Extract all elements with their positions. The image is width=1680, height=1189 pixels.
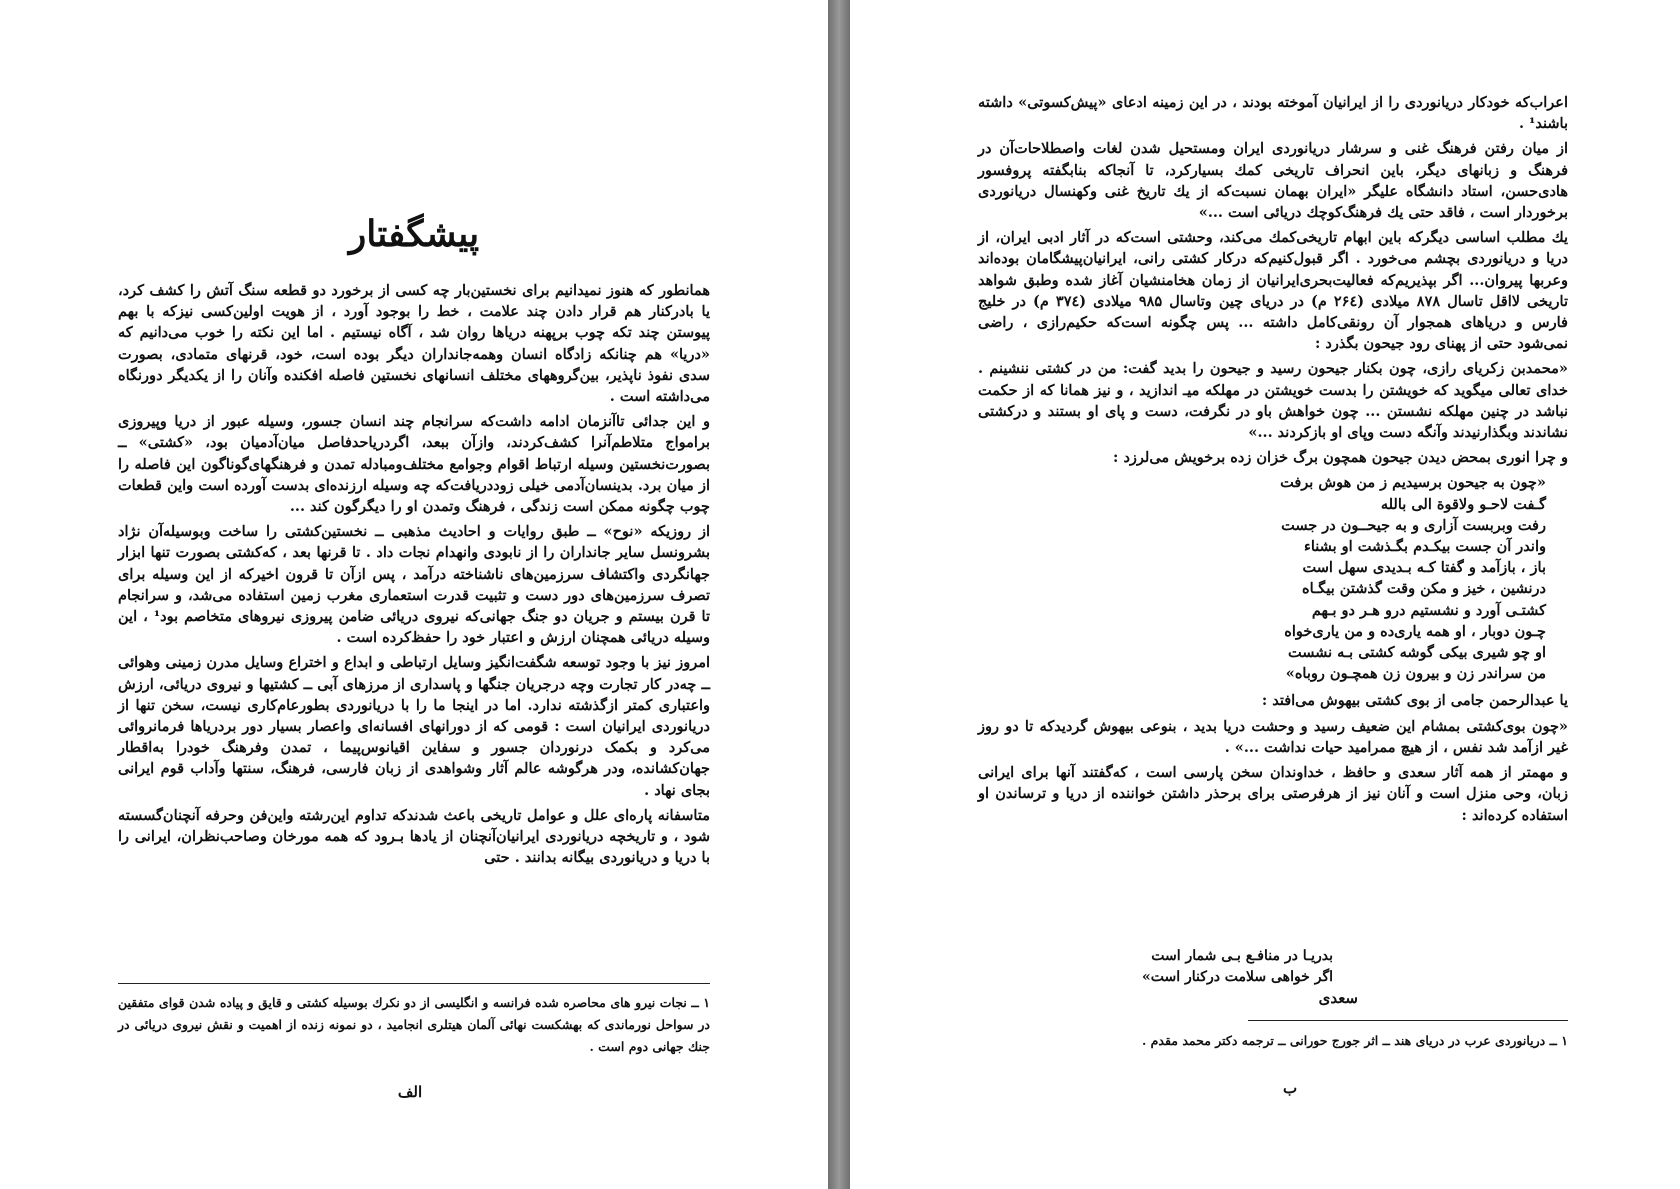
jami-intro: یا عبدالرحمن جامی از بوی کشتی بیهوش می‌افتد : [1261,692,1568,710]
poem-line: چـون دوبار ، او همه یاری‌ده و من یاری‌خواه [1284,622,1546,640]
footnote-divider [118,983,710,984]
left-page [0,0,828,1189]
footnote: ۱ ــ نجات نیرو های محاصره شده فرانسه و انگلیسی از دو نکرك بوسیله کشتی و قایق و پیاده شدن قوای متفقین در سواحل نورماندی که بهشکست نهائی آلمان هیتلری انجامید ، دو نمونه زنده از اهمیت و نقش نیروی دریائی در جنك جهانی دوم است . [118,995,710,1054]
paragraph: از میان رفتن فرهنگ غنی و سرشار دریانوردی ایران ومستحیل شدن لغات واصطلاحات‌آن در فرهنگ و زبانهای دیگر، باین انحراف تاریخی کمك بسیارکرد، تا آنجاکه بنابگفته پروفسور هادی‌حسن، استاد دانشگاه علیگر «ایران بهمان نسبت‌که از یك تاریخ غنی وکهنسال دریانوردی برخوردار است ، فاقد حتی یك فرهنگ‌کوچك دریائی است ...» [978,140,1568,222]
poem-line: رفت وبربست آزاری و به جیحــون در جست [1281,516,1546,534]
paragraph: همانطور که هنوز نمیدانیم برای نخستین‌بار چه کسی از برخورد دو قطعه سنگ آتش را کشف کرد، یا بادرکنار هم قرار دادن چند علامت ، خط را بوجود آورد ، از هویت اولین‌کسی نیزکه با بهم پیوستن چند تکه چوب برپهنه دریاها روان شد ، آگاه نیستیم . اما این نکته را خوب می‌دانیم که «دریا» هم چنانکه زادگاه انسان وهمه‌جانداران دیگر بوده است، خود، قرنهای متمادی، بصورت سدی نفوذ ناپذیر، بین‌گروههای مختلف انسانهای نخستین فاصله افکنده وآنان را از یکدیگر دورنگاه می‌داشته است . [118,282,710,406]
verse-line: اگر خواهی سلامت درکنار است» [1142,969,1333,985]
saadi-verse [978,946,1568,1009]
quote-jami: «چون بوی‌کشتی بمشام این ضعیف رسید و وحشت دریا بدید ، بنوعی بیهوش گردیدکه تا دو روز غیر ازآمد شد نفس ، از هیچ ممرامید حیات نداشت ...» . [978,717,1568,756]
page-number: الف [397,1083,423,1101]
right-page [850,0,1680,1189]
poem-line: کشتـی آورد و نشستیم درو هـر دو بـهم [1311,601,1546,619]
book-spine [828,0,850,1189]
footnote: ۱ ــ دریانوردی عرب در دریای هند ــ اثر جورج حورانی ــ ترجمه دکتر محمد مقدم . [1141,1033,1568,1048]
quote-razi: «محمدبن زکریای رازی، چون بکنار جیحون رسید و جیحون را بدید گفت: من در کشتی ننشینم . خدای تعالی میگوید که خویشتن را بدست خویشتن در مهلکه میـ اندازید ، و نیز همانا که از حکمت نباشد در چنین مهلکه نشستن ... چون خواهش باو در نگرفت، دست و پای او بستند و درکشتی نشاندند وبگذارنیدند وآنگه دست وپای او بازکردند ...» [978,360,1568,442]
paragraph: از روزیکه «نوح» ــ طبق روایات و احادیث مذهبی ــ نخستین‌کشتی را ساخت وبوسیله‌آن نژاد بشرونسل سایر جانداران را از نابودی وانهدام نجات داد . تا قرنها بعد ، که‌کشتی بصورت تنها ابزار جهانگردی واکتشاف سرزمین‌های ناشناخته درآمد ، پس ازآن تا قرون اخیرکه از این وسیله برای تصرف سرزمین‌های دور دست و تثبیت قدرت استعماری مغرب زمین استفاده می‌شد، و سرانجام تا قرن بیستم و جریان دو جنگ جهانی‌که نیروی دریائی ضامن پیروزی نیروهای متخاصم بود¹ ، این وسیله دریائی همچنان ارزش و اعتبار خود را حفظ‌کرده است . [118,523,710,647]
paragraph: امروز نیز با وجود توسعه شگفت‌انگیز وسایل ارتباطی و ابداع و اختراع وسایل مدرن زمینی وهوائی ــ چه‌در کار تجارت وچه درجریان جنگها و پاسداری از مرزهای آبی ــ کشتیها و نیروی دریائی، ارزش واعتباری کمتر ازگذشته ندارد. اما در اینجا ما را با دریانوردی بطورعام‌کاری نیست، سخن تنها از دریانوردی ایرانیان است : قومی که از دورانهای افسانه‌ای واعصار بسیار دور بردریاها فرمانروائی می‌کرد و بکمک درنوردان جسور و سفاین اقیانوس‌پیما ، تمدن وفرهنگ خودرا به‌اقطار جهان‌کشانده، ودر هرگوشه عالم آثار وشواهدی از زبان فارسی، فرهنگ، سنتها وآداب قوم ایرانی بجای نهاد . [118,654,710,799]
paragraph: متاسفانه پاره‌ای علل و عوامل تاریخی باعث شدندکه تداوم این‌رشته واین‌فن وحرفه آنچنان‌گسسته شود ، و تاریخچه دریانوردی ایرانیان‌آنچنان از یادها بـرود که همه مورخان وصاحب‌نظران، ایرانی را با دریا و دریانوردی بیگانه بدانند . حتی [118,806,710,867]
poem-line: گـفت لاحـو ولاقوة الی بالله [1380,495,1546,513]
page-number: ب [1282,1079,1298,1097]
poem-line: باز ، بازآمد و گفتا کـه بـدیدی سهل است [1302,559,1546,577]
poem-line: من سراندر زن و بیرون زن همچـون روباه» [1285,665,1546,683]
poem-line: «چون به جیحون برسیدیم ز من هوش برفت [1280,474,1546,492]
paragraph: یك مطلب اساسی دیگرکه باین ابهام تاریخی‌کمك می‌کند، وحشتی است‌که در آثار ادبی ایران، از دریا و دریانوردی بچشم می‌خورد . اگر قبول‌کنیم‌که درکار کشتی رانی، ایرانیان‌پیشگامان بوده‌اند وعربها پیروان... اگر بپذیریم‌که فعالیت‌بحری‌ایرانیان از زمان هخامنشیان آغاز شده وطبق شواهد تاریخی لااقل تاسال ۸۷۸ میلادی (۲۶٤ م) در دریای چین وتاسال ۹۸۵ میلادی (۳۷٤ م) در خلیج فارس و دریاهای همجوار آن رونقی‌کامل داشته ... پس چگونه است‌که حکیم‌رازی ، راضی نمی‌شود حتی از پهنای رود جیحون بگذرد : [978,229,1568,353]
closing-paragraph: و مهمتر از همه آثار سعدی و حافظ ، خداوندان سخن پارسی است ، که‌گفتند آنها برای ایرانی زبان، وحی منزل است و آنان نیز از هرفرصتی برای برحذر داشتن خواننده از دریا و ترساندن او استفاده کرده‌اند : [978,764,1568,824]
footnote-divider [1248,1020,1568,1021]
page-title: پیشگفتار [348,213,480,255]
anvari-poem [978,472,1568,684]
verse-signature: سعدی [1318,989,1358,1007]
right-body-text [978,92,1568,826]
paragraph: و این جدائی تاآنزمان ادامه داشت‌که سرانجام چند انسان جسور، وسیله عبور از دریا وپیروزی برامواج متلاطم‌آنرا کشف‌کردند، وازآن ببعد، اگردریاحدفاصل میان‌آدمیان بود، «کشتی» ــ بصورت‌نخستین وسیله ارتباط اقوام وجوامع مختلف‌ومبادله تمدن و فرهنگهای‌گوناگون این فاصله را از میان برد. بدینسان‌آدمی خیلی زوددریافت‌که چه وسیله ارزنده‌ای بدست آورده است واین قطعات چوب چگونه ممکن است زندگی ، فرهنگ وتمدن او را دیگرگون کند ... [118,413,710,516]
paragraph: اعراب‌که خودکار دریانوردی را از ایرانیان آموخته بودند ، در این زمینه ادعای «پیش‌کسوتی» داشته باشند¹ . [978,94,1568,133]
left-body-text [118,280,710,868]
verse-line: بدریـا در منافـع بـی شمار است [1151,948,1333,964]
anvari-intro: و چرا انوری بمحض دیدن جیحون همچون برگ خزان زده برخویش می‌لرزد : [1113,449,1568,467]
poem-line: او چو شیری بیکی گوشه کشتی بـه نشست [1287,644,1546,662]
poem-line: واندر آن جست بیکـدم بگـذشت او بشناء [1304,538,1546,556]
poem-line: درنشین ، خیز و مکن وقت گذشتن بیگـاه [1302,580,1546,598]
